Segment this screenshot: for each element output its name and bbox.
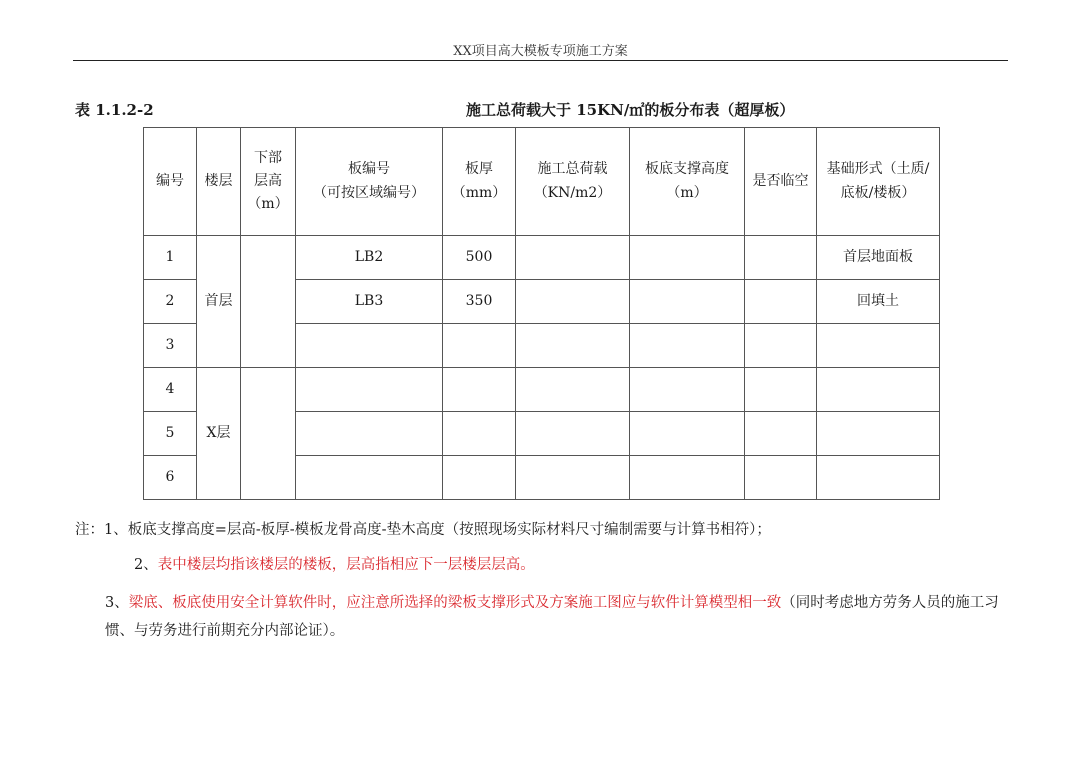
cell-support-height [630, 456, 745, 500]
header-cell-overhang: 是否临空 [745, 128, 817, 236]
cell-total-load [516, 456, 630, 500]
cell-number: 5 [144, 412, 197, 456]
header-cell-foundation: 基础形式（土质/ 底板/楼板） [817, 128, 940, 236]
cell-support-height [630, 236, 745, 280]
note-3-highlight: 梁底、板底使用安全计算软件时，应注意所选择的梁板支撑形式及方案施工图应与软件计算模型相一致 [128, 595, 782, 611]
note-2-number: 2、 [134, 557, 158, 573]
cell-storey-height [241, 236, 296, 368]
cell-support-height [630, 412, 745, 456]
cell-number: 1 [144, 236, 197, 280]
header-cell-thickness: 板厚 （mm） [443, 128, 516, 236]
cell-number: 4 [144, 368, 197, 412]
note-3-rest: （同时考虑地方劳务人员的施工习惯、与劳务进行前期充分内部论证）。 [105, 595, 999, 639]
header-cell-slab-id: 板编号 （可按区域编号） [296, 128, 443, 236]
cell-support-height [630, 280, 745, 324]
cell-slab-id [296, 324, 443, 368]
cell-number: 3 [144, 324, 197, 368]
header-divider [73, 60, 1008, 61]
cell-number: 2 [144, 280, 197, 324]
table-row [144, 236, 940, 280]
cell-number: 6 [144, 456, 197, 500]
cell-overhang [745, 368, 817, 412]
cell-foundation: 首层地面板 [817, 236, 940, 280]
cell-support-height [630, 368, 745, 412]
cell-thickness: 500 [443, 236, 516, 280]
cell-foundation [817, 412, 940, 456]
cell-slab-id: LB3 [296, 280, 443, 324]
note-1: 注：1、板底支撑高度=层高-板厚-模板龙骨高度-垫木高度（按照现场实际材料尺寸编制需要与计算书相符）； [75, 522, 771, 538]
header-cell-storey-height: 下部 层高 （m） [241, 128, 296, 236]
cell-slab-id [296, 456, 443, 500]
cell-floor-group: 首层 [197, 236, 241, 368]
page-header: XX项目高大模板专项施工方案 [453, 44, 628, 59]
cell-slab-id: LB2 [296, 236, 443, 280]
note-2-highlight: 表中楼层均指该楼层的楼板，层高指相应下一层楼层层高。 [157, 557, 535, 573]
table-title: 施工总荷载大于 15KN/㎡的板分布表（超厚板） [466, 101, 795, 119]
header-cell-floor: 楼层 [197, 128, 241, 236]
cell-overhang [745, 280, 817, 324]
header-cell-support-height: 板底支撑高度 （m） [630, 128, 745, 236]
cell-overhang [745, 412, 817, 456]
note-3-number: 3、 [105, 595, 129, 611]
cell-overhang [745, 456, 817, 500]
cell-foundation [817, 324, 940, 368]
cell-foundation [817, 456, 940, 500]
note-2 [134, 552, 535, 580]
cell-total-load [516, 236, 630, 280]
cell-slab-id [296, 368, 443, 412]
cell-foundation [817, 368, 940, 412]
cell-foundation: 回填土 [817, 280, 940, 324]
cell-thickness [443, 412, 516, 456]
cell-total-load [516, 368, 630, 412]
slab-distribution-table [143, 127, 940, 500]
cell-overhang [745, 324, 817, 368]
cell-thickness: 350 [443, 280, 516, 324]
cell-thickness [443, 324, 516, 368]
header-cell-total-load: 施工总荷载 （KN/m2） [516, 128, 630, 236]
header-cell-number: 编号 [144, 128, 197, 236]
table-row [144, 368, 940, 412]
cell-overhang [745, 236, 817, 280]
cell-thickness [443, 368, 516, 412]
cell-total-load [516, 280, 630, 324]
cell-support-height [630, 324, 745, 368]
cell-floor-group: X层 [197, 368, 241, 500]
cell-storey-height [241, 368, 296, 500]
cell-total-load [516, 324, 630, 368]
table-header-row [144, 128, 940, 236]
table-label: 表 1.1.2-2 [75, 101, 154, 119]
note-3 [105, 590, 1025, 645]
cell-thickness [443, 456, 516, 500]
cell-slab-id [296, 412, 443, 456]
cell-total-load [516, 412, 630, 456]
